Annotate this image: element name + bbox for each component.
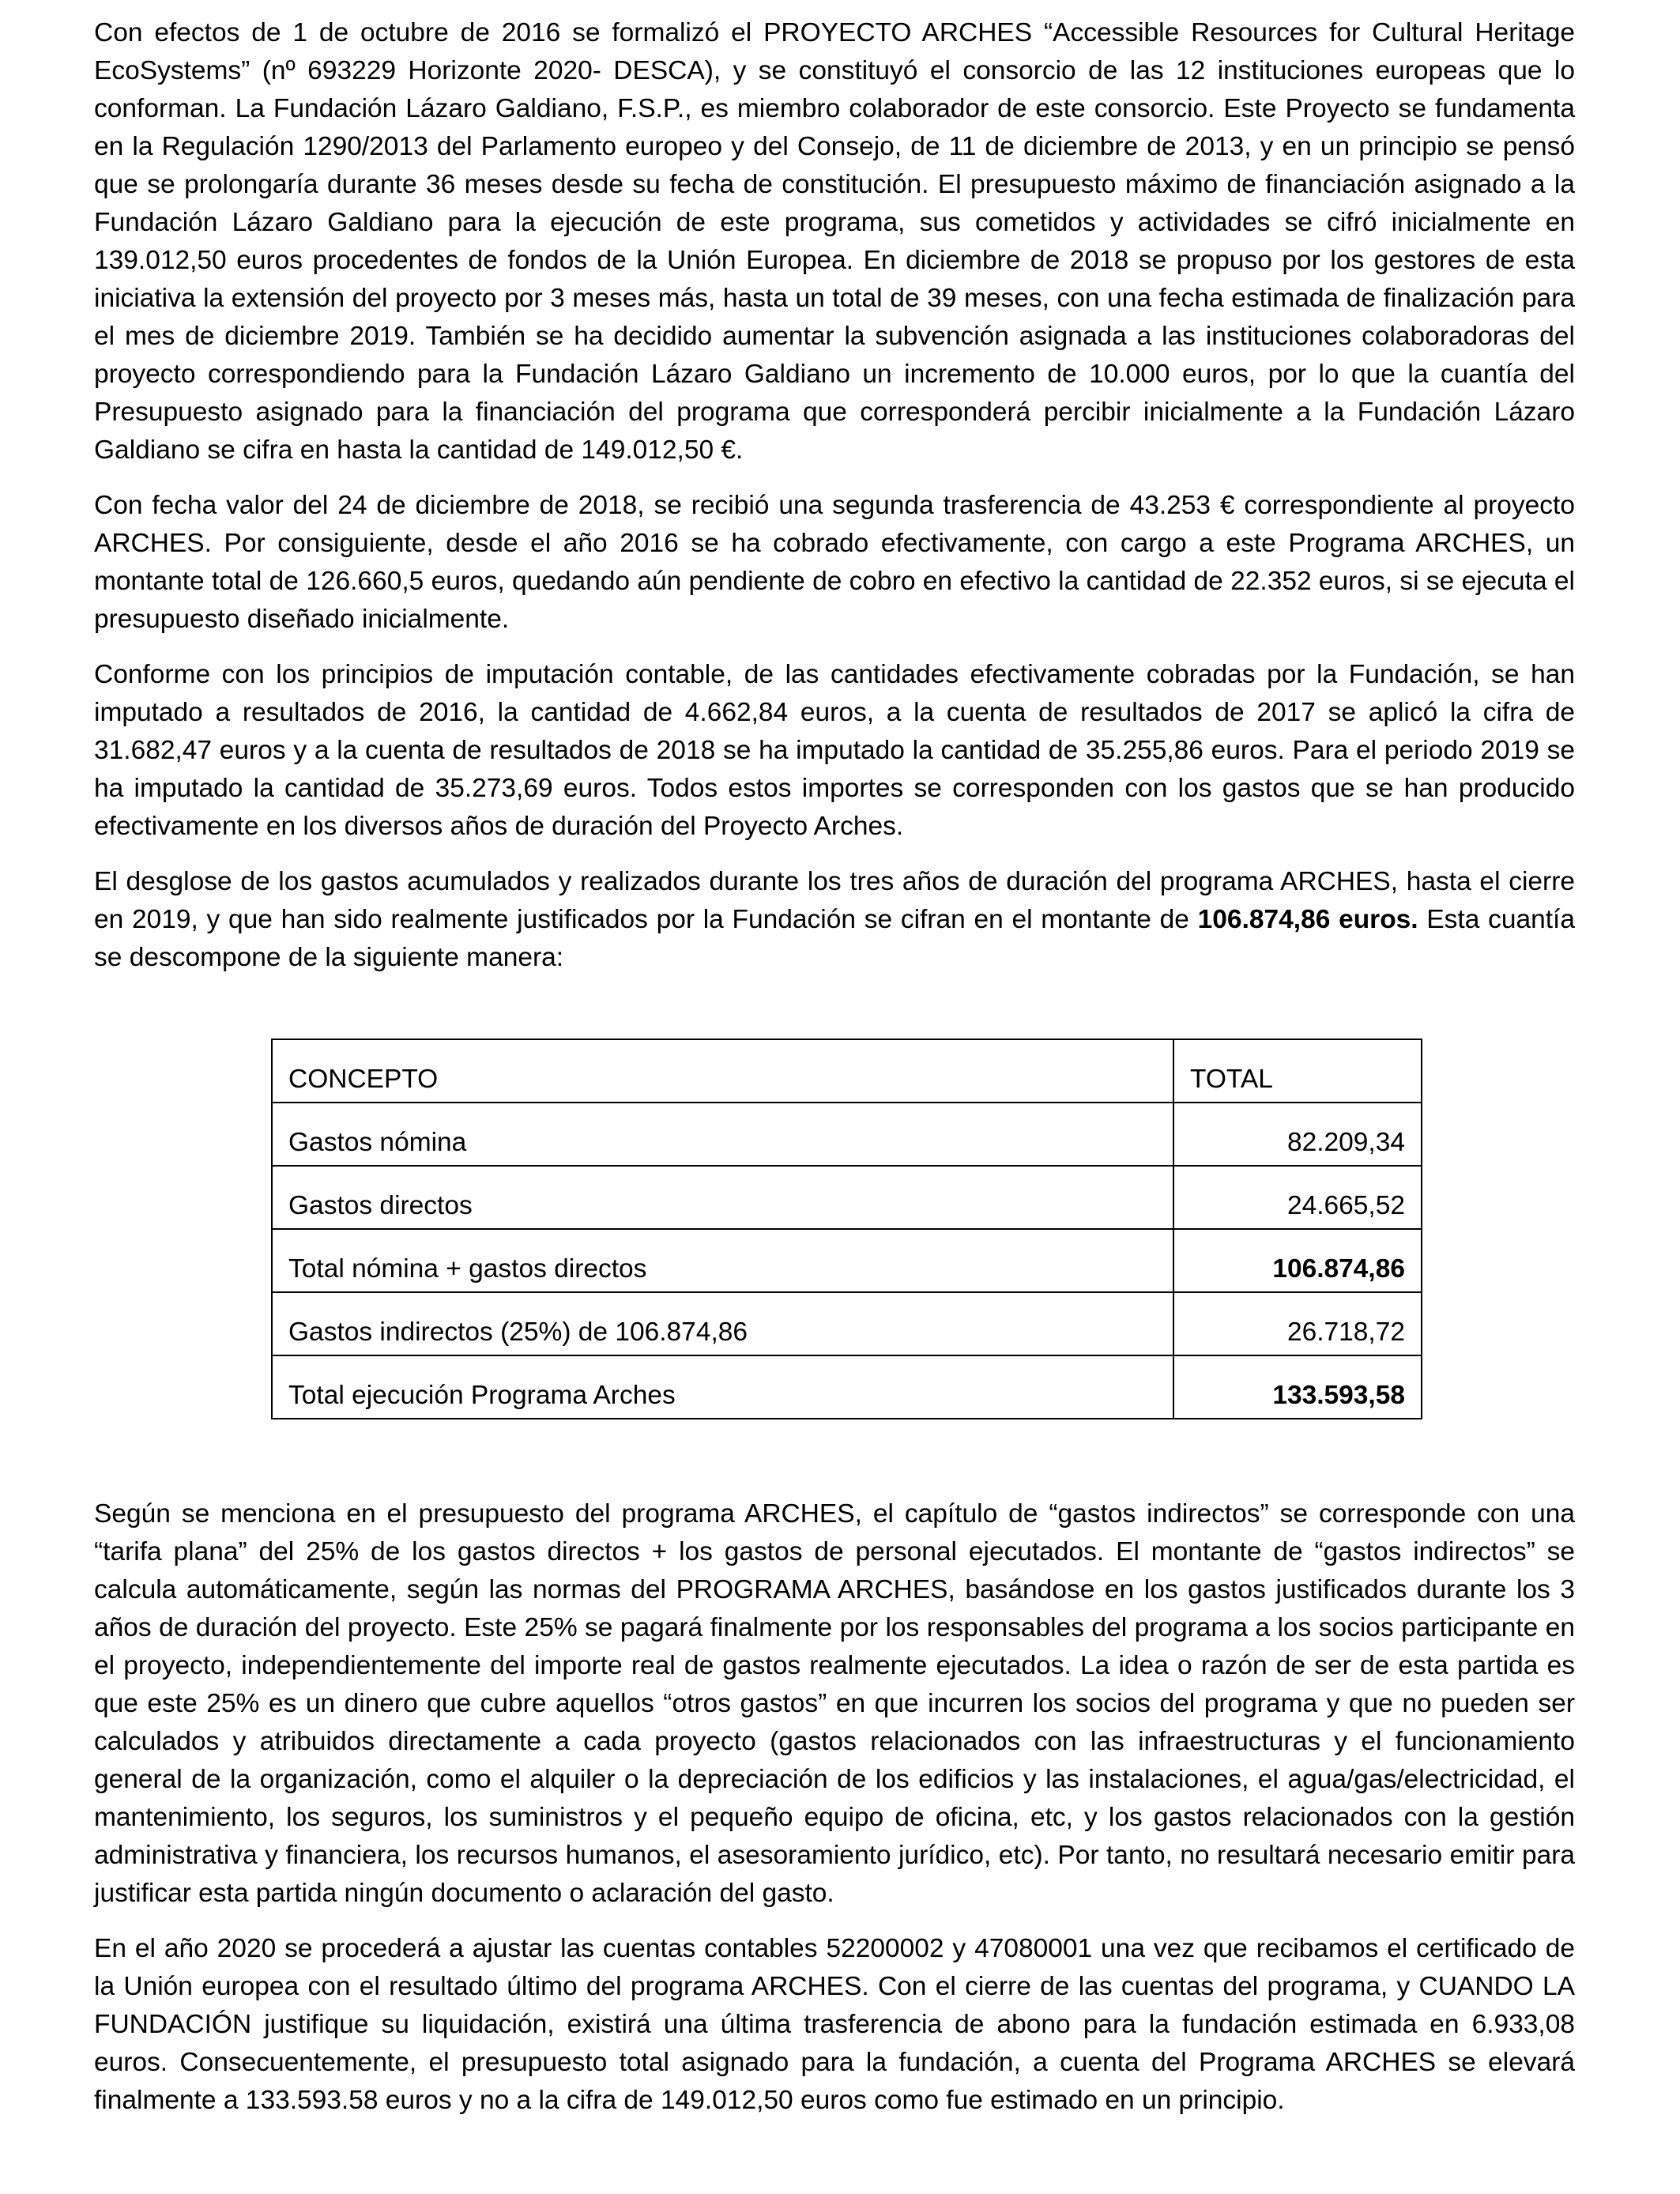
row-total: 82.209,34 [1173,1103,1422,1166]
paragraph-second-transfer: Con fecha valor del 24 de diciembre de 2018, se recibió una segunda trasferencia de 43.253 € correspondiente al proyecto ARCHES. Por consiguiente, desde el año 2016 se ha cobrado efectivamente, con cargo a este Programa ARCHES, un montante total de 126.660,5 euros, quedando aún pendiente de cobro en efectivo la cantidad de 22.352 euros, si se ejecuta el presupuesto diseñado inicialmente. [94,491,1575,634]
breakdown-total-amount: 106.874,86 euros. [1197,905,1418,934]
row-total: 26.718,72 [1173,1292,1422,1355]
table-row [272,1229,1422,1292]
table-row [272,1355,1422,1419]
paragraph-accounting-imputation: Conforme con los principios de imputación contable, de las cantidades efectivamente cobradas por la Fundación, se han imputado a resultados de 2016, la cantidad de 4.662,84 euros, a la cuenta de resultados de 2017 se aplicó la cifra de 31.682,47 euros y a la cuenta de resultados de 2018 se ha imputado la cantidad de 35.255,86 euros. Para el periodo 2019 se ha imputado la cantidad de 35.273,69 euros. Todos estos importes se corresponden con los gastos que se han producido efectivamente en los diversos años de duración del Proyecto Arches. [94,660,1575,841]
breakdown-intro-closing: Esta cuantía se descompone de la siguiente manera: [94,905,1575,972]
header-total: TOTAL [1173,1039,1422,1103]
row-concept: Gastos nómina [272,1103,1173,1166]
row-concept: Gastos indirectos (25%) de 106.874,86 [272,1292,1173,1355]
expense-table [271,1039,1422,1419]
table-row [272,1292,1422,1355]
paragraph-indirect-costs: Según se menciona en el presupuesto del programa ARCHES, el capítulo de “gastos indirectos” se corresponde con una “tarifa plana” del 25% de los gastos directos + los gastos de personal ejecutados. El montante de “gastos indirectos” se calcula automáticamente, según las normas del PROGRAMA ARCHES, basándose en los gastos justificados durante los 3 años de duración del proyecto. Este 25% se pagará finalmente por los responsables del programa a los socios participante en el proyecto, independientemente del importe real de gastos realmente ejecutados. La idea o razón de ser de esta partida es que este 25% es un dinero que cubre aquellos “otros gastos” en que incurren los socios del programa y que no pueden ser calculados y atribuidos directamente a cada proyecto (gastos relacionados con las infraestructuras y el funcionamiento general de la organización, como el alquiler o la depreciación de los edificios y las instalaciones, el agua/gas/electricidad, el mantenimiento, los seguros, los suministros y el pequeño equipo de oficina, etc, y los gastos relacionados con la gestión administrativa y financiera, los recursos humanos, el asesoramiento jurídico, etc). Por tanto, no resultará necesario emitir para justificar esta partida ningún documento o aclaración del gasto. [94,1499,1575,1908]
row-concept: Gastos directos [272,1166,1173,1229]
row-total: 24.665,52 [1173,1166,1422,1229]
document-page [94,14,1575,2120]
breakdown-intro-text: El desglose de los gastos acumulados y realizados durante los tres años de duración del programa ARCHES, hasta el cierre en 2019, y que han sido realmente justificados por la Fundación se cifran en el montante de [94,867,1575,934]
paragraph-final-adjustment: En el año 2020 se procederá a ajustar las cuentas contables 52200002 y 47080001 una vez que recibamos el certificado de la Unión europea con el resultado último del programa ARCHES. Con el cierre de las cuentas del programa, y CUANDO LA FUNDACIÓN justifique su liquidación, existirá una última trasferencia de abono para la fundación estimada en 6.933,08 euros. Consecuentemente, el presupuesto total asignado para la fundación, a cuenta del Programa ARCHES se elevará finalmente a 133.593.58 euros y no a la cifra de 149.012,50 euros como fue estimado en un principio. [94,1934,1575,2115]
table-header-row [272,1039,1422,1103]
paragraph-expense-breakdown-intro [94,863,1575,977]
row-concept: Total ejecución Programa Arches [272,1355,1173,1419]
paragraph-project-overview: Con efectos de 1 de octubre de 2016 se formalizó el PROYECTO ARCHES “Accessible Resources for Cultural Heritage EcoSystems” (nº 693229 Horizonte 2020- DESCA), y se constituyó el consorcio de las 12 instituciones europeas que lo conforman. La Fundación Lázaro Galdiano, F.S.P., es miembro colaborador de este consorcio. Este Proyecto se fundamenta en la Regulación 1290/2013 del Parlamento europeo y del Consejo, de 11 de diciembre de 2013, y en un principio se pensó que se prolongaría durante 36 meses desde su fecha de constitución. El presupuesto máximo de financiación asignado a la Fundación Lázaro Galdiano para la ejecución de este programa, sus cometidos y actividades se cifró inicialmente en 139.012,50 euros procedentes de fondos de la Unión Europea. En diciembre de 2018 se propuso por los gestores de esta iniciativa la extensión del proyecto por 3 meses más, hasta un total de 39 meses, con una fecha estimada de finalización para el mes de diciembre 2019. También se ha decidido aumentar la subvención asignada a las instituciones colaboradoras del proyecto correspondiendo para la Fundación Lázaro Galdiano un incremento de 10.000 euros, por lo que la cuantía del Presupuesto asignado para la financiación del programa que corresponderá percibir inicialmente a la Fundación Lázaro Galdiano se cifra en hasta la cantidad de 149.012,50 €. [94,18,1575,465]
header-concept: CONCEPTO [272,1039,1173,1103]
expense-table-wrapper [271,1039,1421,1419]
row-concept: Total nómina + gastos directos [272,1229,1173,1292]
row-total: 106.874,86 [1173,1229,1422,1292]
table-row [272,1103,1422,1166]
table-row [272,1166,1422,1229]
row-total: 133.593,58 [1173,1355,1422,1419]
